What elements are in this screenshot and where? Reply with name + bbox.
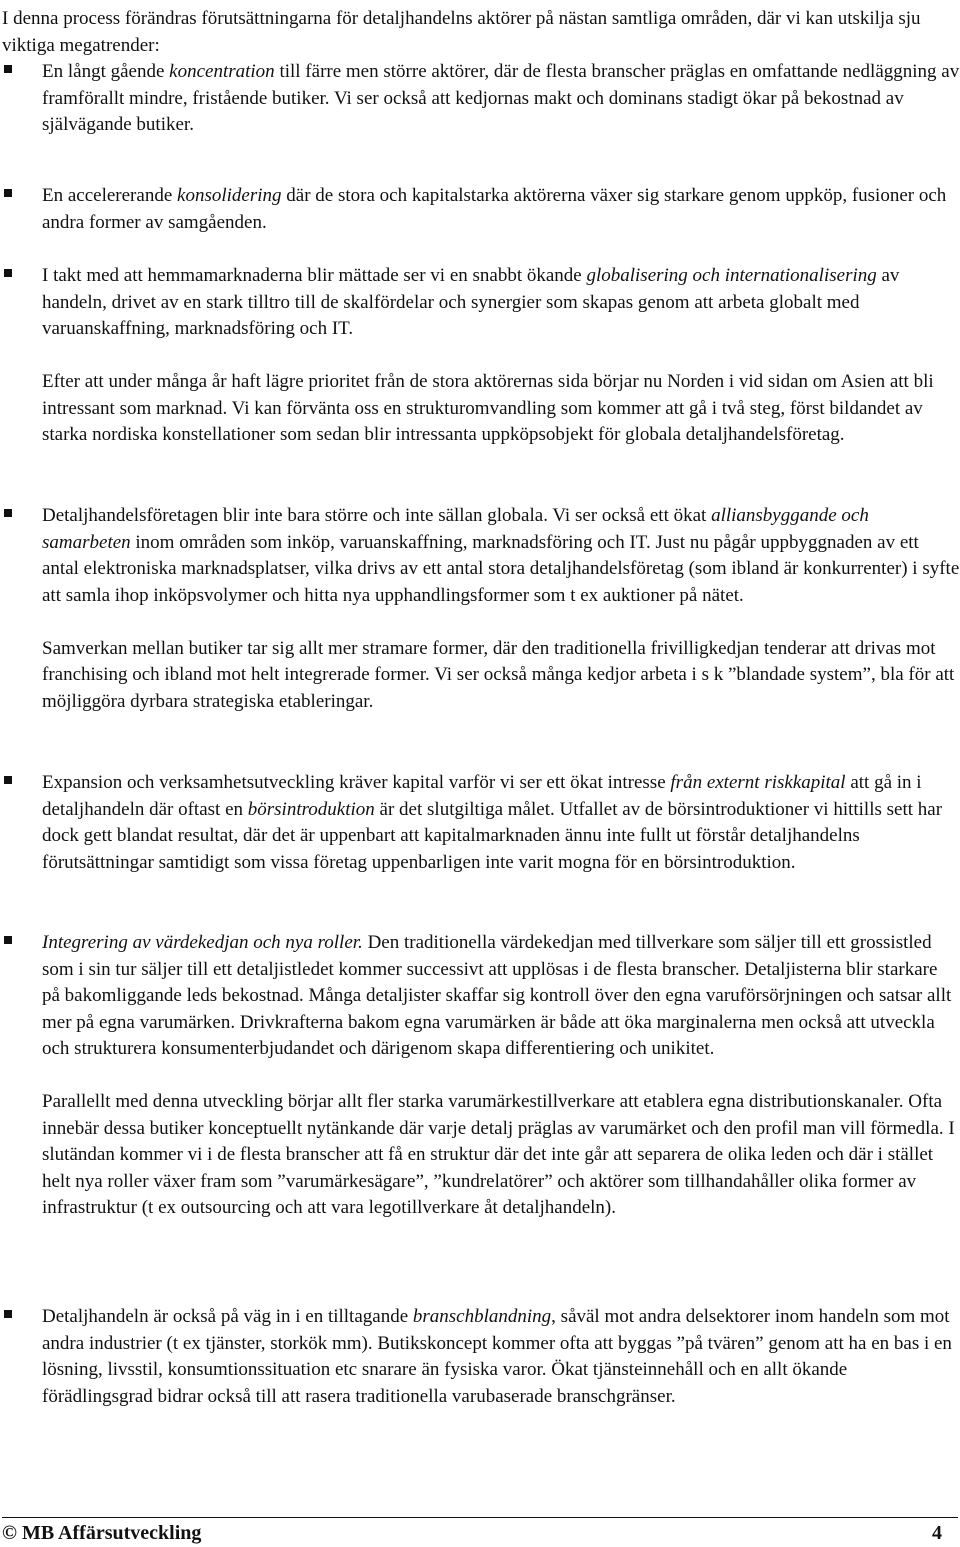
bullet-text: En långt gående koncentration till färre men större aktörer, där de flesta branscher präglas en omfattande nedläggning av framförallt mindre, fristående butiker. Vi ser också att kedjornas makt och dominans stadigt ökar på bekostnad av självägande butiker. <box>42 61 960 135</box>
footer-company: © MB Affärsutveckling <box>2 1522 202 1544</box>
bullet-square-icon <box>4 1310 12 1318</box>
footer-divider <box>2 1517 958 1518</box>
bullet-square-icon <box>4 65 12 73</box>
bullet-text: En accelererande konsolidering där de stora och kapitalstarka aktörerna växer sig starkare genom uppköp, fusioner och andra former av samgåenden. <box>42 185 947 233</box>
bullet-square-icon <box>4 189 12 197</box>
bullet-text: Detaljhandeln är också på väg in i en tilltagande branschblandning, såväl mot andra delsektorer inom handeln som mot andra industrier (t ex tjänster, storkök mm). Butikskoncept kommer ofta att byggas ”på tvären” genom att ha en bas i en lösning, livsstil, konsumtionssituation etc snarare än fysiska varor. Ökat tjänsteinnehåll och en allt ökande förädlingsgrad bidrar också till att rasera traditionella varubaserade branschgränser. <box>42 1306 952 1407</box>
intro-paragraph: I denna process förändras förutsättningarna för detaljhandelns aktörer på nästan samtliga områden, där vi kan utskilja sju viktiga megatrender: <box>2 8 921 56</box>
bullet-subparagraph: Parallellt med denna utveckling börjar allt fler starka varumärkestillverkare att etablera egna distributionskanaler. Ofta innebär dessa butiker konceptuellt nytänkande där varje detalj präglas av varumärket och den profil man vill förmedla. I slutändan kommer vi i de flesta branscher att få en struktur där det inte går att separera de olika leden och där i stället helt nya roller växer fram som ”varumärkesägare”, ”kundrelatörer” och aktörer som tillhandahåller olika former av infrastruktur (t ex outsourcing och att vara legotillverkare åt detaljhandeln). <box>42 1091 955 1218</box>
bullet-square-icon <box>4 509 12 517</box>
bullet-text: I takt med att hemmamarknaderna blir mättade ser vi en snabbt ökande globalisering och internationalisering av handeln, drivet av en stark tilltro till de skalfördelar och synergier som skapas genom att arbeta globalt med varuanskaffning, marknadsföring och IT. Efter att under många år haft lägre prioritet från de stora aktörernas sida börjar nu Norden i vid sidan om Asien att bli intressant som marknad. Vi kan förvänta oss en strukturomvandling som kommer att gå i två steg, först bildandet av starka nordiska konstellationer som sedan blir intressanta uppköpsobjekt för globala detaljhandelsföretag. <box>42 263 960 449</box>
bullet-text: Integrering av värdekedjan och nya roller. Den traditionella värdekedjan med tillverkare som säljer till ett grossistled som i sin tur säljer till ett detaljistledet kommer successivt att upplösas i de flesta branscher. Detaljisterna blir starkare på bakomliggande leds bekostnad. Många detaljister skaffar sig kontroll över den egna varuförsörjningen och satsar allt mer på egna varumärken. Drivkrafterna bakom egna varumärken är både att öka marginalerna men också att utveckla och strukturera konsumenterbjudandet och därigenom skapa differentiering och unikitet. Parallellt med denna utveckling börjar allt fler starka varumärkestillverkare att etablera egna distributionskanaler. Ofta innebär dessa butiker konceptuellt nytänkande där varje detalj präglas av varumärket och den profil man vill förmedla. I slutändan kommer vi i de flesta branscher att få en struktur där det inte går att separera de olika leden och där i stället helt nya roller växer fram som ”varumärkesägare”, ”kundrelatörer” och aktörer som tillhandahåller olika former av infrastruktur (t ex outsourcing och att vara legotillverkare åt detaljhandeln). <box>42 930 960 1222</box>
bullet-subparagraph: Samverkan mellan butiker tar sig allt mer stramare former, där den traditionella frivilligkedjan tenderar att drivas mot franchising och ibland mot helt integrerade former. Vi ser också många kedjor arbeta i s k ”blandade system”, bla för att möjliggöra dyrbara strategiska etableringar. <box>42 637 955 712</box>
bullet-subparagraph: Efter att under många år haft lägre prioritet från de stora aktörernas sida börjar nu Norden i vid sidan om Asien att bli intressant som marknad. Vi kan förvänta oss en strukturomvandling som kommer att gå i två steg, först bildandet av starka nordiska konstellationer som sedan blir intressanta uppköpsobjekt för globala detaljhandelsföretag. <box>42 371 934 445</box>
page-number: 4 <box>932 1522 942 1544</box>
bullet-square-icon <box>4 936 12 944</box>
bullet-text: Detaljhandelsföretagen blir inte bara större och inte sällan globala. Vi ser också ett ökat alliansbyggande och samarbeten inom områden som inköp, varuanskaffning, marknadsföring och IT. Just nu pågår uppbyggnaden av ett antal elektroniska marknadsplatser, vilka drivs av ett antal stora detaljhandelsföretag (som ibland är konkurrenter) i syfte att samla ihop inköpsvolymer och hitta nya upphandlingsformer som t ex auktioner på nätet. Samverkan mellan butiker tar sig allt mer stramare former, där den traditionella frivilligkedjan tenderar att drivas mot franchising och ibland mot helt integrerade former. Vi ser också många kedjor arbeta i s k ”blandade system”, bla för att möjliggöra dyrbara strategiska etableringar. <box>42 503 960 715</box>
bullet-text: Expansion och verksamhetsutveckling kräver kapital varför vi ser ett ökat intresse från externt riskkapital att gå in i detaljhandeln där oftast en börsintroduktion är det slutgiltiga målet. Utfallet av de börsintroduktioner vi hittills sett har dock gett blandat resultat, där det är uppenbart att kapitalmarknaden ännu inte fullt ut förstår detaljhandelns förutsättningar samtidigt som vissa företag uppenbarligen inte varit mogna för en börsintroduktion. <box>42 772 943 873</box>
bullet-square-icon <box>4 269 12 277</box>
bullet-square-icon <box>4 776 12 784</box>
